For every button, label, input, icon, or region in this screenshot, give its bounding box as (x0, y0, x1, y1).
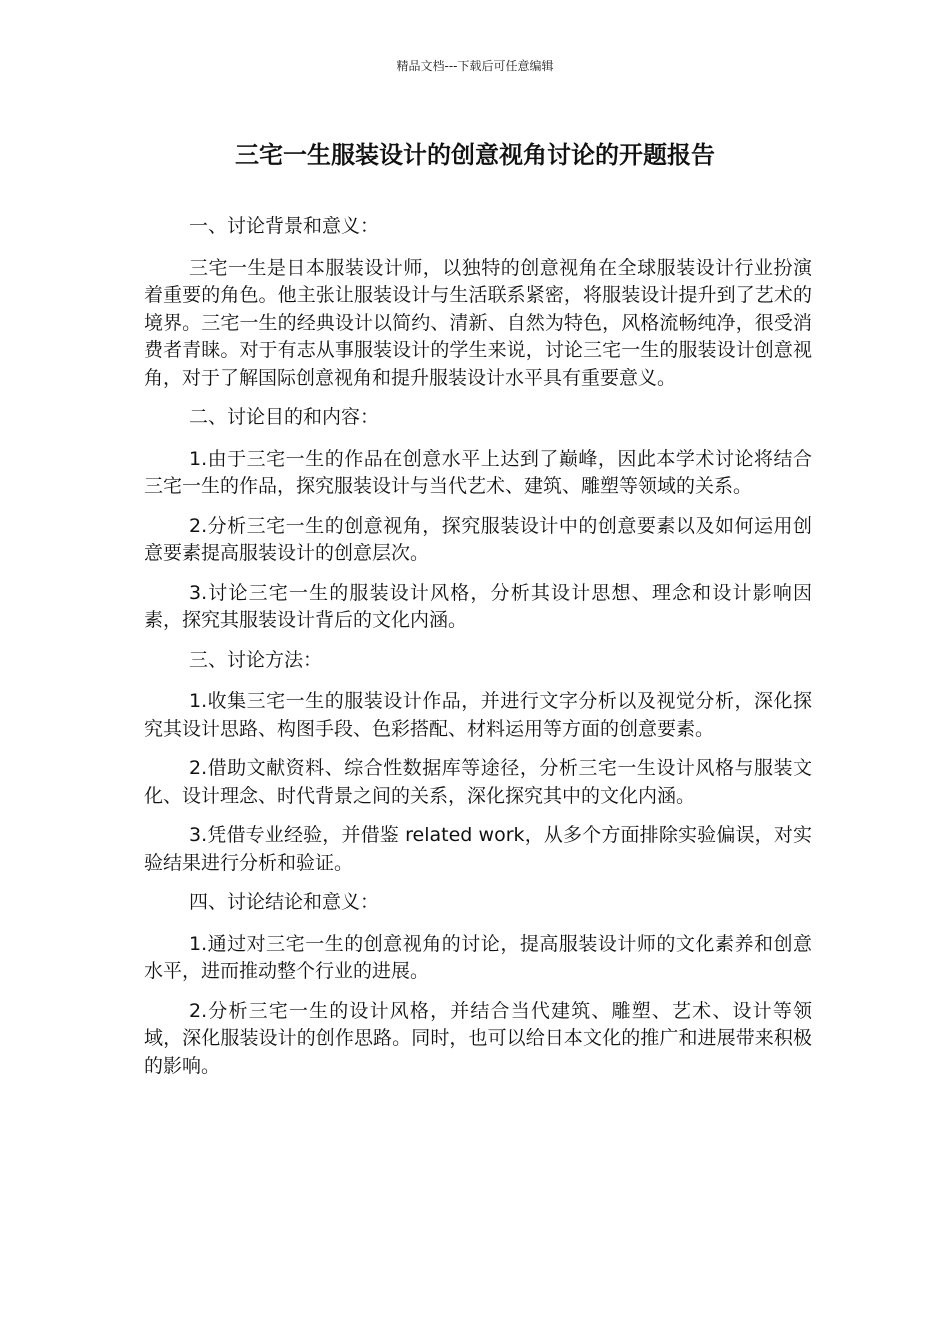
section-heading-background: 一、讨论背景和意义： (189, 215, 380, 237)
document-body (144, 213, 812, 1092)
paragraph-method-3: 3.凭借专业经验，并借鉴 related work，从多个方面排除实验偏误，对实验结果进行分析和验证。 (144, 824, 812, 874)
section-heading-methods: 三、讨论方法： (189, 648, 323, 671)
paragraph-objective-3: 3.讨论三宅一生的服装设计风格，分析其设计思想、理念和设计影响因素，探究其服装设计背后的文化内涵。 (144, 581, 812, 631)
paragraph-conclusion-2: 2.分析三宅一生的设计风格，并结合当代建筑、雕塑、艺术、设计等领域，深化服装设计的创作思路。同时，也可以给日本文化的推广和进展带来积极的影响。 (144, 999, 812, 1077)
paragraph-background: 三宅一生是日本服装设计师，以独特的创意视角在全球服装设计行业扮演着重要的角色。他主张让服装设计与生活联系紧密，将服装设计提升到了艺术的境界。三宅一生的经典设计以简约、清新、自然为特色，风格流畅纯净，很受消费者青睐。对于有志从事服装设计的学生来说，讨论三宅一生的服装设计创意视角，对于了解国际创意视角和提升服装设计水平具有重要意义。 (144, 256, 812, 389)
paragraph-method-1: 1.收集三宅一生的服装设计作品，并进行文字分析以及视觉分析，深化探究其设计思路、构图手段、色彩搭配、材料运用等方面的创意要素。 (144, 690, 812, 740)
section-heading-objectives: 二、讨论目的和内容： (189, 406, 380, 428)
paragraph-objective-1: 1.由于三宅一生的作品在创意水平上达到了巅峰，因此本学术讨论将结合三宅一生的作品，探究服装设计与当代艺术、建筑、雕塑等领域的关系。 (144, 447, 812, 497)
page-header-note: 精品文档---下载后可任意编辑 (396, 59, 554, 73)
section-heading-conclusions: 四、讨论结论和意义： (189, 891, 380, 913)
paragraph-conclusion-1: 1.通过对三宅一生的创意视角的讨论，提高服装设计师的文化素养和创意水平，进而推动整个行业的进展。 (144, 932, 812, 982)
paragraph-objective-2: 2.分析三宅一生的创意视角，探究服装设计中的创意要素以及如何运用创意要素提高服装设计的创意层次。 (144, 514, 812, 564)
document-title: 三宅一生服装设计的创意视角讨论的开题报告 (235, 141, 715, 169)
paragraph-method-2: 2.借助文献资料、综合性数据库等途径，分析三宅一生设计风格与服装文化、设计理念、时代背景之间的关系，深化探究其中的文化内涵。 (144, 757, 812, 807)
